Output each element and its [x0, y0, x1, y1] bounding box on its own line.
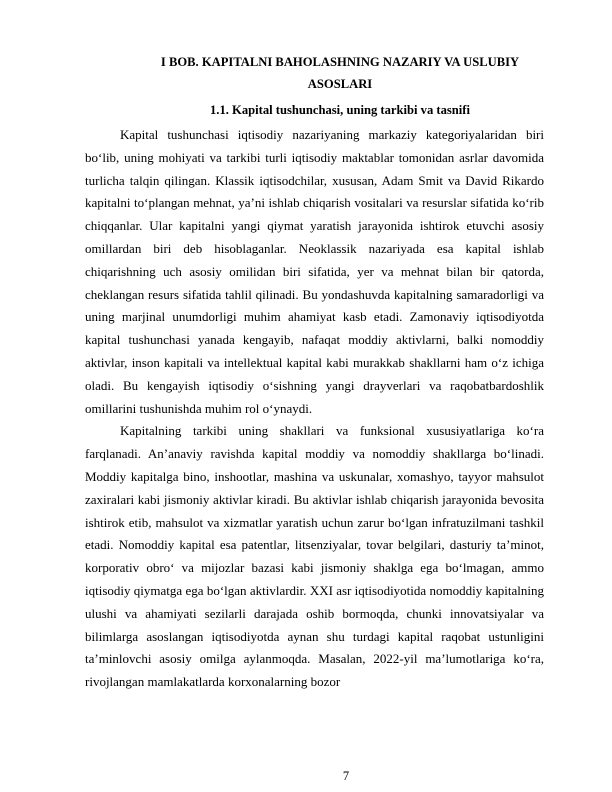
- chapter-title: I BOB. KAPITALNI BAHOLASHNING NAZARIY VA USLUBIY: [160, 55, 520, 69]
- page-number: 7: [342, 769, 350, 783]
- paragraph-1: Kapital tushunchasi iqtisodiy nazariyaning markaziy kategoriyalaridan biri bo‘lib, uning mohiyati va tarkibi turli iqtisodiy maktablar tomonidan asrlar davomida turlicha talqin qilingan. Klassik iqtisodchilar, xususan, Adam Smit va David Rikardo kapitalni to‘plangan mehnat, ya’ni ishlab chiqarish vositalari va resurslar sifatida ko‘rib chiqqanlar. Ular kapitalni yangi qiymat yaratish jarayonida ishtirok etuvchi asosiy omillardan biri deb hisoblaganlar. Neoklassik nazariyada esa kapital ishlab chiqarishning uch asosiy omilidan biri sifatida, yer va mehnat bilan bir qatorda, cheklangan resurs sifatida tahlil qilinadi. Bu yondashuvda kapitalning samaradorligi va uning marjinal unumdorligi muhim ahamiyat kasb etadi. Zamonaviy iqtisodiyotda kapital tushunchasi yanada kengayib, nafaqat moddiy aktivlarni, balki nomoddiy aktivlar, inson kapitali va intellektual kapital kabi murakkab shakllarni ham o‘z ichiga oladi. Bu kengayish iqtisodiy o‘sishning yangi drayverlari va raqobatbardoshlik omillarini tushunishda muhim rol o‘ynaydi.: [85, 127, 544, 416]
- section-title: 1.1. Kapital tushunchasi, uning tarkibi va tasnifi: [210, 103, 470, 117]
- chapter-title-continuation: ASOSLARI: [307, 77, 373, 91]
- body-text: [85, 124, 544, 694]
- paragraph-2: Kapitalning tarkibi uning shakllari va funksional xususiyatlariga ko‘ra farqlanadi. An’anaviy ravishda kapital moddiy va nomoddiy shakllarga bo‘linadi. Moddiy kapitalga bino, inshootlar, mashina va uskunalar, xomashyo, tayyor mahsulot zaxiralari kabi jismoniy aktivlar kiradi. Bu aktivlar ishlab chiqarish jarayonida bevosita ishtirok etib, mahsulot va xizmatlar yaratish uchun zarur bo‘lgan infratuzilmani tashkil etadi. Nomoddiy kapital esa patentlar, litsenziyalar, tovar belgilari, dasturiy ta’minot, korporativ obro‘ va mijozlar bazasi kabi jismoniy shaklga ega bo‘lmagan, ammo iqtisodiy qiymatga ega bo‘lgan aktivlardir. XXI asr iqtisodiyotida nomoddiy kapitalning ulushi va ahamiyati sezilarli darajada oshib bormoqda, chunki innovatsiyalar va bilimlarga asoslangan iqtisodiyotda aynan shu turdagi kapital raqobat ustunligini ta’minlovchi asosiy omilga aylanmoqda. Masalan, 2022-yil ma’lumotlariga ko‘ra, rivojlangan mamlakatlarda korxonalarning bozor: [85, 423, 544, 690]
